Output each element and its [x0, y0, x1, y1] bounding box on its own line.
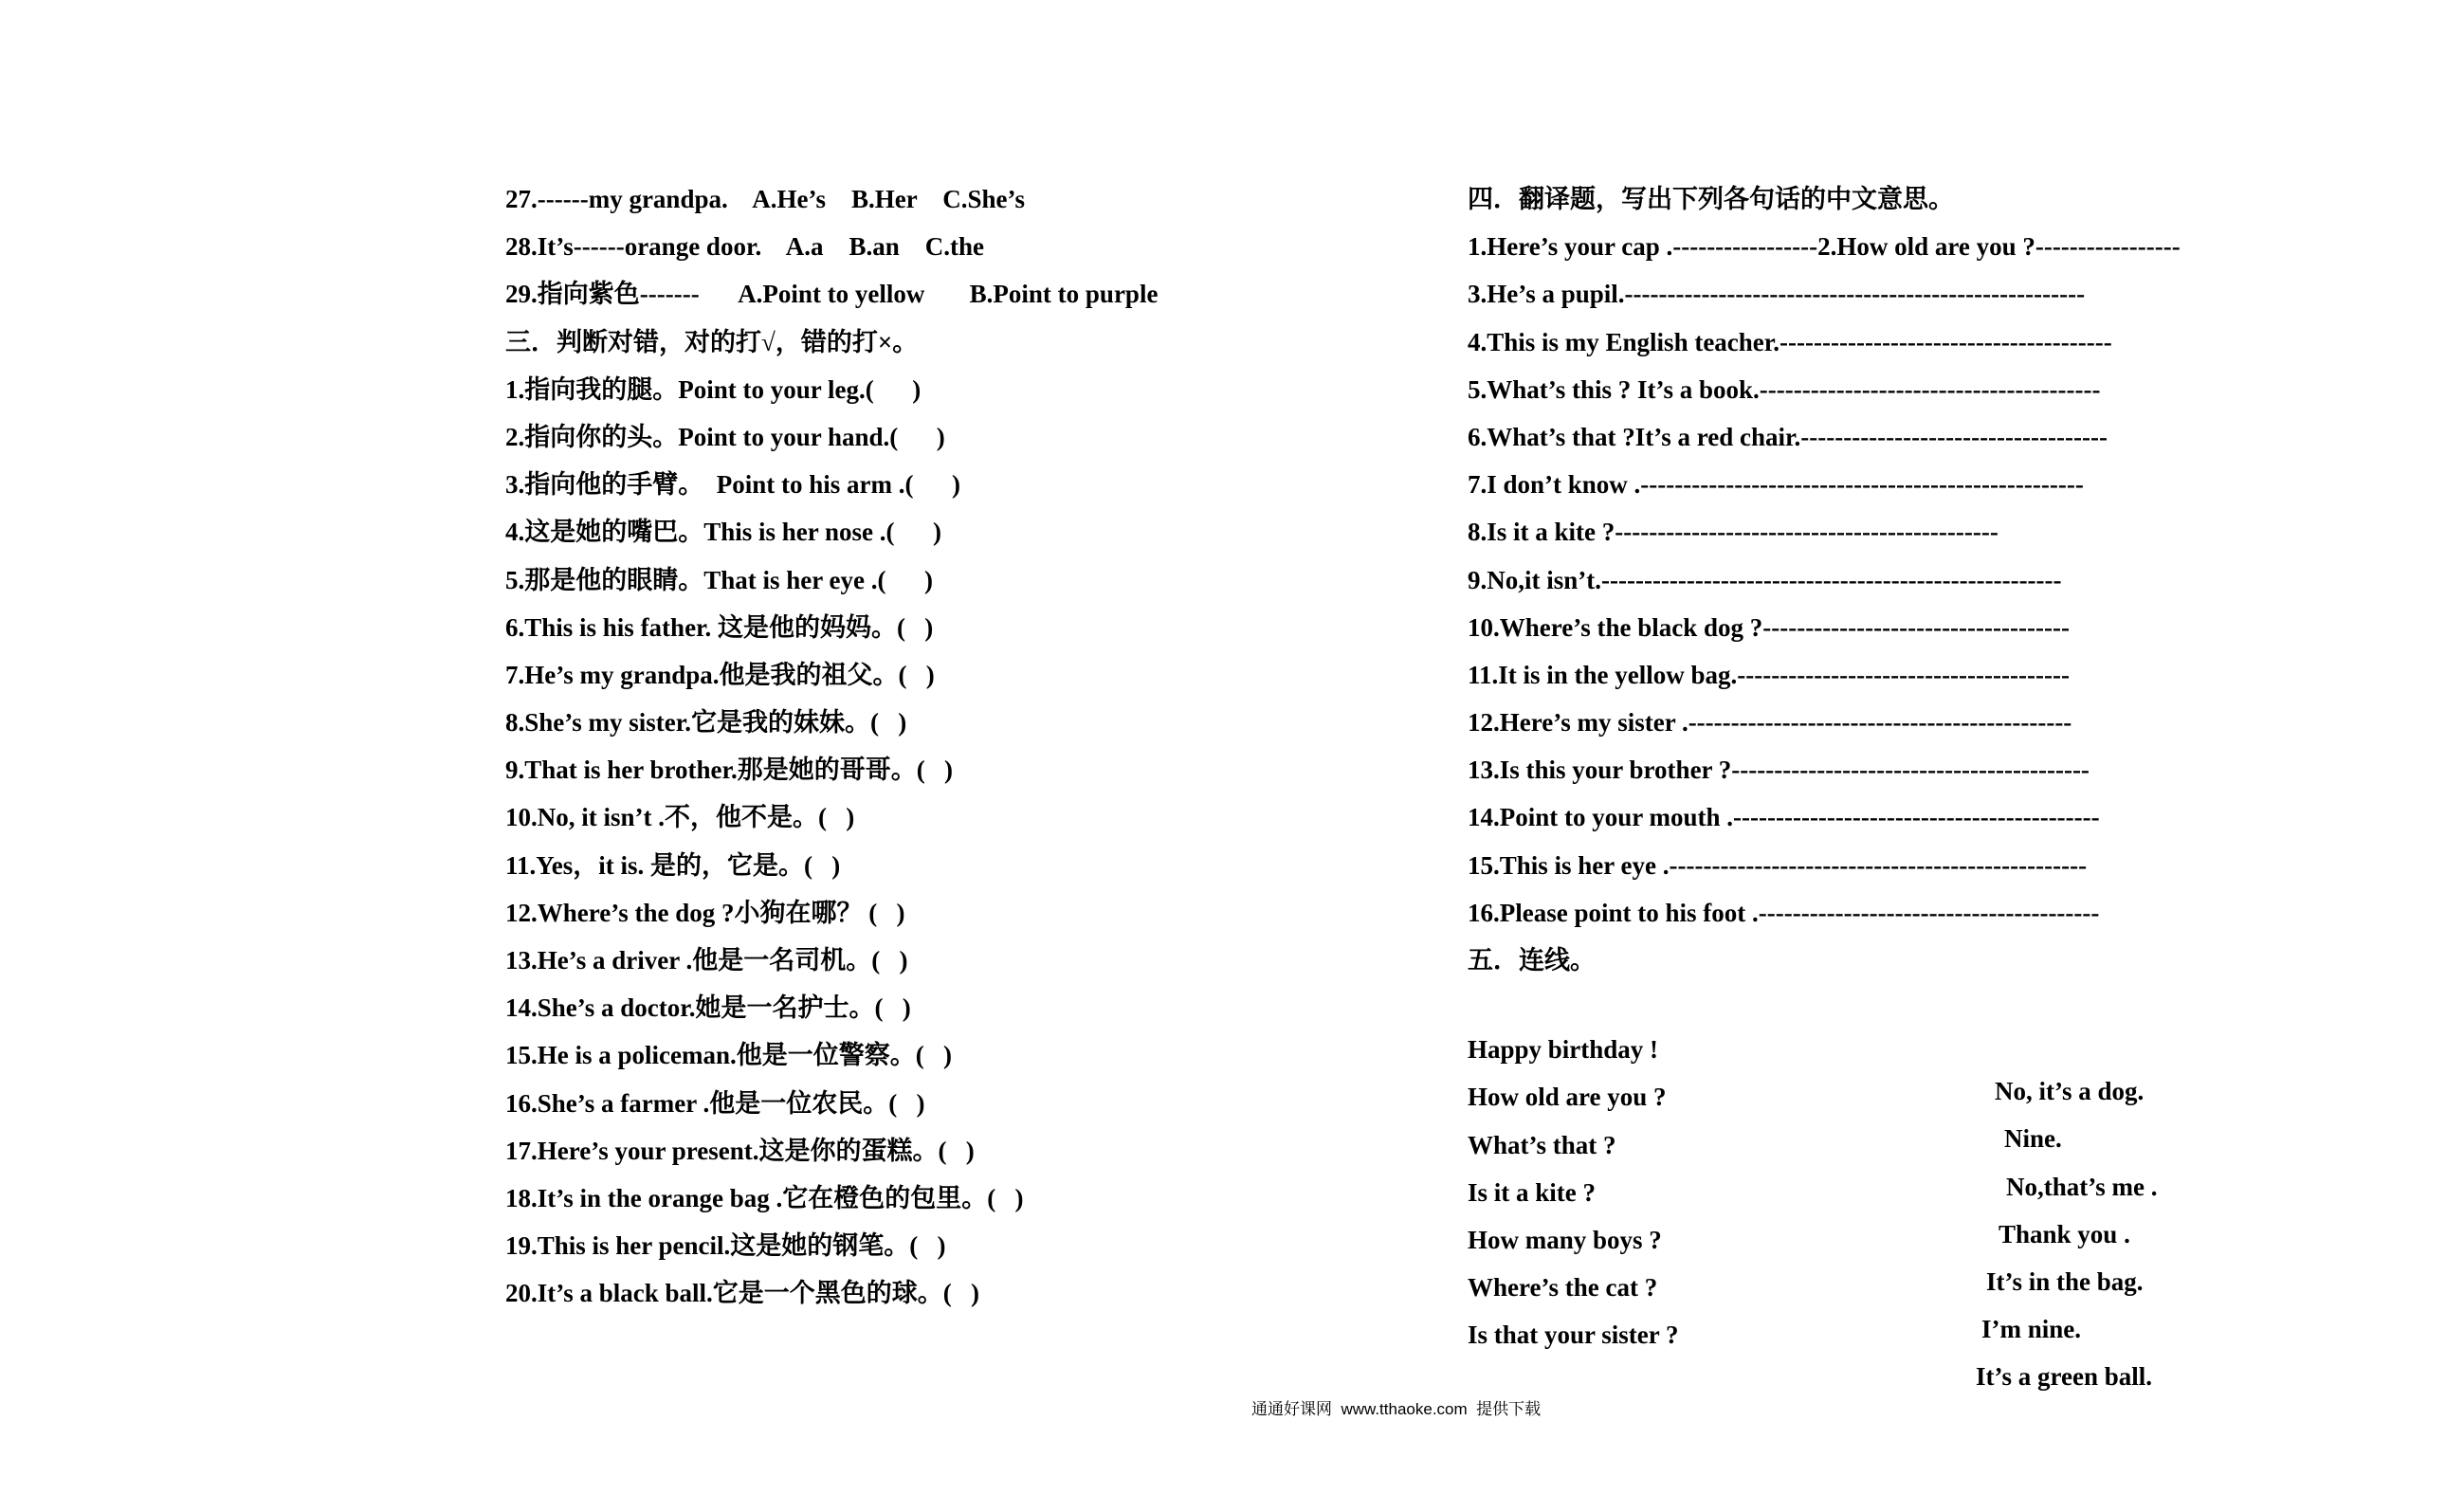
question-29: 29.指向紫色------- A.Point to yellow B.Point to purple: [505, 280, 1159, 309]
match-answer: I’m nine.: [1981, 1315, 2082, 1344]
judge-item-16: 16.She’s a farmer .他是一位农民。( ): [505, 1088, 925, 1118]
match-question: What’s that ?: [1468, 1130, 1616, 1159]
match-question: How old are you ?: [1468, 1083, 1667, 1112]
match-answer: Nine.: [2004, 1124, 2062, 1154]
translation-line-2: 3.He’s a pupil.------------------------------------------------------: [1468, 280, 2086, 309]
match-answer: It’s in the bag.: [1986, 1266, 2144, 1296]
section-5-title: 五．连线。: [1468, 946, 1596, 975]
translation-line-15: 16.Please point to his foot .----------------------------------------: [1468, 898, 2100, 927]
translation-line-11: 12.Here’s my sister .---------------------------------------------: [1468, 708, 2072, 738]
judge-item-3: 3.指向他的手臂。 Point to his arm .( ): [505, 470, 960, 500]
translation-line-13: 14.Point to your mouth .-------------------------------------------: [1468, 803, 2100, 832]
footer-credit: 通通好课网 www.tthaoke.com 提供下载: [1251, 1400, 1542, 1418]
match-answer: No,that’s me .: [2006, 1172, 2158, 1201]
judge-item-9: 9.That is her brother.那是她的哥哥。( ): [505, 756, 954, 785]
judge-item-11: 11.Yes，it is. 是的，它是。( ): [505, 850, 841, 880]
match-answer: Thank you .: [1999, 1219, 2130, 1248]
translation-line-8: 9.No,it isn’t.------------------------------------------------------: [1468, 565, 2062, 594]
judge-item-14: 14.She’s a doctor.她是一名护士。( ): [505, 993, 911, 1023]
translation-line-1: 1.Here’s your cap .-----------------2.How old are you ?-----------------: [1468, 232, 2181, 262]
judge-item-12: 12.Where’s the dog ?小狗在哪？ ( ): [505, 898, 905, 927]
judge-item-2: 2.指向你的头。Point to your hand.( ): [505, 422, 945, 451]
match-answer: It’s a green ball.: [1976, 1362, 2152, 1392]
judge-item-5: 5.那是他的眼睛。That is her eye .( ): [505, 565, 933, 594]
translation-line-7: 8.Is it a kite ?---------------------------------------------: [1468, 518, 1999, 547]
match-question: Happy birthday !: [1468, 1035, 1659, 1065]
match-question: Is it a kite ?: [1468, 1177, 1596, 1207]
translation-line-12: 13.Is this your brother ?------------------------------------------: [1468, 756, 2090, 785]
judge-item-4: 4.这是她的嘴巴。This is her nose .( ): [505, 518, 942, 547]
judge-item-20: 20.It’s a black ball.它是一个黑色的球。( ): [505, 1279, 980, 1308]
match-answer: No, it’s a dog.: [1995, 1077, 2145, 1106]
translation-line-10: 11.It is in the yellow bag.---------------------------------------: [1468, 660, 2070, 689]
translation-line-9: 10.Where’s the black dog ?------------------------------------: [1468, 612, 2070, 642]
judge-item-6: 6.This is his father. 这是他的妈妈。( ): [505, 612, 934, 642]
match-question: How many boys ?: [1468, 1225, 1662, 1254]
judge-item-19: 19.This is her pencil.这是她的钢笔。( ): [505, 1231, 946, 1261]
translation-line-4: 5.What’s this ? It’s a book.----------------------------------------: [1468, 374, 2101, 404]
judge-item-13: 13.He’s a driver .他是一名司机。( ): [505, 946, 908, 975]
judge-item-15: 15.He is a policeman.他是一位警察。( ): [505, 1041, 952, 1070]
judge-item-1: 1.指向我的腿。Point to your leg.( ): [505, 374, 922, 404]
translation-line-6: 7.I don’t know .----------------------------------------------------: [1468, 470, 2084, 500]
right-column: [1468, 178, 2435, 1392]
judge-item-8: 8.She’s my sister.它是我的妹妹。( ): [505, 708, 907, 738]
translation-line-14: 15.This is her eye .-------------------------------------------------: [1468, 850, 2088, 880]
section-3-title: 三．判断对错，对的打√，错的打×。: [505, 327, 919, 356]
judge-item-7: 7.He’s my grandpa.他是我的祖父。( ): [505, 660, 935, 689]
question-27: 27.------my grandpa. A.He’s B.Her C.She’s: [505, 185, 1025, 213]
translation-line-5: 6.What’s that ?It’s a red chair.------------------------------------: [1468, 422, 2108, 451]
judge-item-18: 18.It’s in the orange bag .它在橙色的包里。( ): [505, 1183, 1024, 1212]
translation-line-3: 4.This is my English teacher.---------------------------------------: [1468, 327, 2112, 356]
question-28: 28.It’s------orange door. A.a B.an C.the: [505, 232, 984, 262]
judge-item-10: 10.No, it isn’t .不，他不是。( ): [505, 803, 855, 832]
match-question: Is that your sister ?: [1468, 1321, 1679, 1350]
match-question: Where’s the cat ?: [1468, 1273, 1658, 1303]
section-4-title: 四．翻译题，写出下列各句话的中文意思。: [1468, 185, 1954, 213]
judge-item-17: 17.Here’s your present.这是你的蛋糕。( ): [505, 1136, 975, 1165]
left-column: [505, 178, 1434, 1321]
